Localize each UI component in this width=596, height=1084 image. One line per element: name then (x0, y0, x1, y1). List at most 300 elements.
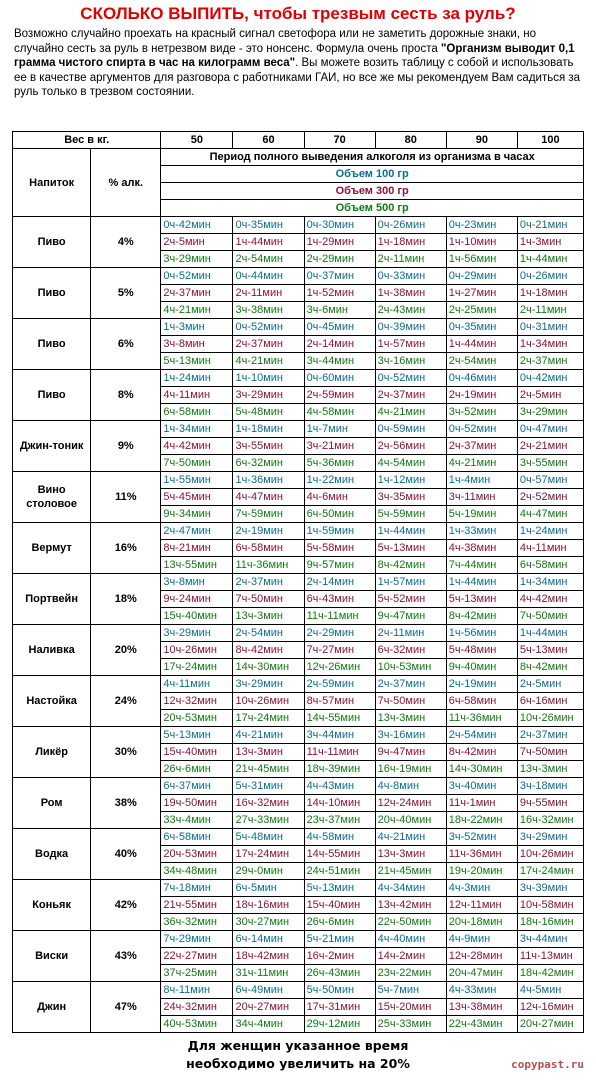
time-cell: 1ч-27мин (446, 285, 517, 302)
time-cell: 8ч-42мин (446, 744, 517, 761)
time-cell: 2ч-19мин (446, 387, 517, 404)
time-cell: 2ч-59мин (304, 387, 375, 404)
time-cell: 1ч-3мин (517, 234, 583, 251)
alcohol-elimination-table (12, 131, 584, 1033)
period-header-row (13, 149, 584, 166)
time-cell: 3ч-16мин (375, 727, 446, 744)
time-cell: 31ч-11мин (233, 965, 304, 982)
time-cell: 4ч-54мин (375, 455, 446, 472)
table-row (13, 472, 584, 489)
table-row (13, 370, 584, 387)
pct-header: % алк. (91, 149, 161, 217)
time-cell: 4ч-21мин (375, 829, 446, 846)
time-cell: 2ч-29мин (304, 625, 375, 642)
time-cell: 5ч-13мин (446, 591, 517, 608)
intro-part-2: . Вы можете возить таблицу с собой и использовать ее в качестве аргументов для разговора с работниками ГАИ, но все же мы рекомендуем Вам садиться за руль только в трезвом состоянии. (14, 57, 581, 99)
time-cell: 9ч-55мин (517, 795, 583, 812)
time-cell: 9ч-40мин (446, 659, 517, 676)
time-cell: 8ч-21мин (161, 540, 233, 557)
time-cell: 0ч-31мин (517, 319, 583, 336)
time-cell: 7ч-59мин (233, 506, 304, 523)
time-cell: 3ч-6мин (304, 302, 375, 319)
time-cell: 12ч-24мин (375, 795, 446, 812)
drink-name: Пиво (13, 268, 91, 319)
intro-formula: "Организм выводит 0,1 грамма чистого спирта в час на килограмм веса" (14, 42, 575, 70)
weight-col-50: 50 (161, 132, 233, 149)
time-cell: 13ч-38мин (446, 999, 517, 1016)
time-cell: 3ч-44мин (304, 727, 375, 744)
time-cell: 4ч-42мин (517, 591, 583, 608)
time-cell: 6ч-37мин (161, 778, 233, 795)
time-cell: 24ч-51мин (304, 863, 375, 880)
time-cell: 1ч-24мин (161, 370, 233, 387)
time-cell: 5ч-13мин (517, 642, 583, 659)
time-cell: 0ч-30мин (304, 217, 375, 234)
time-cell: 23ч-22мин (375, 965, 446, 982)
time-cell: 1ч-36мин (233, 472, 304, 489)
time-cell: 4ч-9мин (446, 931, 517, 948)
time-cell: 14ч-10мин (304, 795, 375, 812)
time-cell: 3ч-29мин (517, 404, 583, 421)
time-cell: 3ч-11мин (446, 489, 517, 506)
alcohol-percent: 18% (91, 574, 161, 625)
time-cell: 4ч-6мин (304, 489, 375, 506)
table-row (13, 268, 584, 285)
time-cell: 4ч-34мин (375, 880, 446, 897)
time-cell: 5ч-31мин (233, 778, 304, 795)
time-cell: 5ч-48мин (233, 404, 304, 421)
weight-header-row (13, 132, 584, 149)
time-cell: 13ч-3мин (375, 710, 446, 727)
drink-name: Настойка (13, 676, 91, 727)
time-cell: 1ч-44мин (517, 625, 583, 642)
time-cell: 21ч-45мин (375, 863, 446, 880)
time-cell: 15ч-20мин (375, 999, 446, 1016)
time-cell: 15ч-40мин (161, 608, 233, 625)
time-cell: 6ч-58мин (233, 540, 304, 557)
time-cell: 5ч-36мин (304, 455, 375, 472)
time-cell: 5ч-13мин (304, 880, 375, 897)
time-cell: 5ч-21мин (304, 931, 375, 948)
time-cell: 6ч-50мин (304, 506, 375, 523)
time-cell: 25ч-33мин (375, 1016, 446, 1033)
time-cell: 12ч-28мин (446, 948, 517, 965)
time-cell: 2ч-37мин (517, 353, 583, 370)
alcohol-percent: 16% (91, 523, 161, 574)
time-cell: 10ч-26мин (233, 693, 304, 710)
time-cell: 18ч-39мин (304, 761, 375, 778)
time-cell: 7ч-44мин (446, 557, 517, 574)
time-cell: 1ч-4мин (446, 472, 517, 489)
time-cell: 3ч-38мин (233, 302, 304, 319)
time-cell: 20ч-27мин (233, 999, 304, 1016)
volume-500-header: Объем 500 гр (161, 200, 584, 217)
time-cell: 21ч-45мин (233, 761, 304, 778)
period-header: Период полного выведения алкоголя из организма в часах (161, 149, 584, 166)
time-cell: 3ч-40мин (446, 778, 517, 795)
time-cell: 17ч-31мин (304, 999, 375, 1016)
time-cell: 6ч-58мин (161, 829, 233, 846)
time-cell: 5ч-50мин (304, 982, 375, 999)
time-cell: 6ч-58мин (446, 693, 517, 710)
time-cell: 14ч-30мин (233, 659, 304, 676)
weight-col-100: 100 (517, 132, 583, 149)
time-cell: 20ч-27мин (517, 1016, 583, 1033)
footer-line-2: необходимо увеличить на 20% (186, 1056, 410, 1071)
time-cell: 2ч-37мин (375, 676, 446, 693)
time-cell: 8ч-42мин (375, 557, 446, 574)
time-cell: 1ч-22мин (304, 472, 375, 489)
time-cell: 2ч-11мин (375, 251, 446, 268)
time-cell: 15ч-40мин (161, 744, 233, 761)
time-cell: 0ч-52мин (161, 268, 233, 285)
time-cell: 21ч-55мин (161, 897, 233, 914)
time-cell: 4ч-58мин (304, 829, 375, 846)
time-cell: 14ч-55мин (304, 846, 375, 863)
time-cell: 14ч-55мин (304, 710, 375, 727)
time-cell: 3ч-35мин (375, 489, 446, 506)
time-cell: 10ч-53мин (375, 659, 446, 676)
time-cell: 0ч-52мин (375, 370, 446, 387)
time-cell: 4ч-11мин (517, 540, 583, 557)
drink-name: Ликёр (13, 727, 91, 778)
time-cell: 12ч-16мин (517, 999, 583, 1016)
time-cell: 4ч-21мин (446, 455, 517, 472)
drink-name: Портвейн (13, 574, 91, 625)
time-cell: 5ч-45мин (161, 489, 233, 506)
time-cell: 23ч-37мин (304, 812, 375, 829)
time-cell: 19ч-50мин (161, 795, 233, 812)
time-cell: 0ч-21мин (517, 217, 583, 234)
time-cell: 24ч-32мин (161, 999, 233, 1016)
weight-col-70: 70 (304, 132, 375, 149)
time-cell: 1ч-57мин (375, 336, 446, 353)
time-cell: 13ч-55мин (161, 557, 233, 574)
time-cell: 3ч-52мин (446, 404, 517, 421)
time-cell: 9ч-24мин (161, 591, 233, 608)
time-cell: 7ч-50мин (375, 693, 446, 710)
time-cell: 2ч-5мин (517, 387, 583, 404)
time-cell: 0ч-45мин (304, 319, 375, 336)
time-cell: 4ч-21мин (161, 302, 233, 319)
time-cell: 22ч-27мин (161, 948, 233, 965)
time-cell: 4ч-40мин (375, 931, 446, 948)
time-cell: 7ч-50мин (517, 744, 583, 761)
time-cell: 4ч-58мин (304, 404, 375, 421)
time-cell: 6ч-43мин (304, 591, 375, 608)
time-cell: 12ч-32мин (161, 693, 233, 710)
time-cell: 1ч-44мин (446, 574, 517, 591)
time-cell: 2ч-59мин (304, 676, 375, 693)
time-cell: 3ч-52мин (446, 829, 517, 846)
alcohol-percent: 40% (91, 829, 161, 880)
alcohol-percent: 30% (91, 727, 161, 778)
time-cell: 18ч-16мин (233, 897, 304, 914)
time-cell: 10ч-26мин (161, 642, 233, 659)
time-cell: 1ч-44мин (446, 336, 517, 353)
time-cell: 5ч-13мин (161, 727, 233, 744)
time-cell: 20ч-53мин (161, 846, 233, 863)
alcohol-percent: 8% (91, 370, 161, 421)
time-cell: 13ч-42мин (375, 897, 446, 914)
time-cell: 17ч-24мин (161, 659, 233, 676)
time-cell: 0ч-47мин (517, 421, 583, 438)
time-cell: 0ч-42мин (517, 370, 583, 387)
time-cell: 17ч-24мин (233, 846, 304, 863)
time-cell: 16ч-2мин (304, 948, 375, 965)
time-cell: 3ч-8мин (161, 574, 233, 591)
time-cell: 15ч-40мин (304, 897, 375, 914)
time-cell: 1ч-44мин (517, 251, 583, 268)
time-cell: 20ч-40мин (375, 812, 446, 829)
weight-col-90: 90 (446, 132, 517, 149)
time-cell: 18ч-42мин (233, 948, 304, 965)
time-cell: 1ч-12мин (375, 472, 446, 489)
time-cell: 12ч-11мин (446, 897, 517, 914)
time-cell: 27ч-33мин (233, 812, 304, 829)
weight-header: Вес в кг. (13, 132, 161, 149)
table-row (13, 676, 584, 693)
time-cell: 11ч-36мин (446, 846, 517, 863)
time-cell: 11ч-13мин (517, 948, 583, 965)
table-row (13, 625, 584, 642)
weight-col-80: 80 (375, 132, 446, 149)
table-row (13, 217, 584, 234)
time-cell: 1ч-10мин (233, 370, 304, 387)
time-cell: 4ч-47мин (233, 489, 304, 506)
drink-name: Пиво (13, 319, 91, 370)
time-cell: 4ч-47мин (517, 506, 583, 523)
alcohol-percent: 5% (91, 268, 161, 319)
time-cell: 3ч-55мин (517, 455, 583, 472)
time-cell: 0ч-39мин (375, 319, 446, 336)
time-cell: 1ч-29мин (304, 234, 375, 251)
time-cell: 18ч-22мин (446, 812, 517, 829)
drink-header: Напиток (13, 149, 91, 217)
time-cell: 1ч-24мин (517, 523, 583, 540)
time-cell: 11ч-1мин (446, 795, 517, 812)
time-cell: 5ч-48мин (233, 829, 304, 846)
drink-name: Пиво (13, 370, 91, 421)
time-cell: 1ч-57мин (375, 574, 446, 591)
time-cell: 1ч-38мин (375, 285, 446, 302)
table-row (13, 880, 584, 897)
time-cell: 0ч-52мин (446, 421, 517, 438)
table-row (13, 574, 584, 591)
time-cell: 5ч-19мин (446, 506, 517, 523)
time-cell: 0ч-46мин (446, 370, 517, 387)
time-cell: 11ч-36мин (446, 710, 517, 727)
intro-text (14, 27, 586, 100)
table-row (13, 829, 584, 846)
time-cell: 10ч-58мин (517, 897, 583, 914)
time-cell: 4ч-21мин (375, 404, 446, 421)
alcohol-percent: 6% (91, 319, 161, 370)
time-cell: 8ч-57мин (304, 693, 375, 710)
time-cell: 0ч-44мин (233, 268, 304, 285)
time-cell: 11ч-36мин (233, 557, 304, 574)
time-cell: 0ч-29мин (446, 268, 517, 285)
time-cell: 2ч-5мин (517, 676, 583, 693)
time-cell: 3ч-29мин (233, 676, 304, 693)
time-cell: 1ч-18мин (517, 285, 583, 302)
time-cell: 2ч-54мин (446, 353, 517, 370)
time-cell: 3ч-44мин (517, 931, 583, 948)
time-cell: 2ч-5мин (161, 234, 233, 251)
time-cell: 6ч-32мин (233, 455, 304, 472)
time-cell: 17ч-24мин (233, 710, 304, 727)
time-cell: 34ч-4мин (233, 1016, 304, 1033)
time-cell: 4ч-5мин (517, 982, 583, 999)
time-cell: 11ч-11мин (304, 608, 375, 625)
time-cell: 16ч-19мин (375, 761, 446, 778)
alcohol-percent: 9% (91, 421, 161, 472)
time-cell: 2ч-52мин (517, 489, 583, 506)
time-cell: 2ч-11мин (517, 302, 583, 319)
time-cell: 0ч-60мин (304, 370, 375, 387)
time-cell: 13ч-3мин (375, 846, 446, 863)
time-cell: 26ч-6мин (161, 761, 233, 778)
time-cell: 5ч-13мин (375, 540, 446, 557)
drink-name: Джин (13, 982, 91, 1033)
time-cell: 1ч-7мин (304, 421, 375, 438)
time-cell: 6ч-16мин (517, 693, 583, 710)
time-cell: 1ч-44мин (233, 234, 304, 251)
time-cell: 2ч-19мин (233, 523, 304, 540)
time-cell: 1ч-52мин (304, 285, 375, 302)
time-cell: 17ч-24мин (517, 863, 583, 880)
time-cell: 5ч-13мин (161, 353, 233, 370)
time-cell: 2ч-14мин (304, 574, 375, 591)
time-cell: 2ч-37мин (446, 438, 517, 455)
table-row (13, 523, 584, 540)
time-cell: 7ч-50мин (233, 591, 304, 608)
drink-name: Наливка (13, 625, 91, 676)
time-cell: 7ч-50мин (161, 455, 233, 472)
time-cell: 2ч-37мин (233, 574, 304, 591)
time-cell: 1ч-18мин (375, 234, 446, 251)
time-cell: 1ч-33мин (446, 523, 517, 540)
time-cell: 2ч-47мин (161, 523, 233, 540)
drink-name: Пиво (13, 217, 91, 268)
time-cell: 4ч-21мин (233, 353, 304, 370)
time-cell: 3ч-55мин (233, 438, 304, 455)
time-cell: 10ч-26мин (517, 846, 583, 863)
alcohol-percent: 24% (91, 676, 161, 727)
time-cell: 3ч-29мин (233, 387, 304, 404)
time-cell: 34ч-48мин (161, 863, 233, 880)
time-cell: 10ч-26мин (517, 710, 583, 727)
time-cell: 1ч-34мин (517, 336, 583, 353)
time-cell: 2ч-37мин (233, 336, 304, 353)
time-cell: 0ч-37мин (304, 268, 375, 285)
time-cell: 4ч-8мин (375, 778, 446, 795)
time-cell: 7ч-29мин (161, 931, 233, 948)
time-cell: 4ч-21мин (233, 727, 304, 744)
time-cell: 0ч-23мин (446, 217, 517, 234)
time-cell: 5ч-58мин (304, 540, 375, 557)
intro-part-1: Возможно случайно проехать на красный сигнал светофора или не заметить дорожные знаки, но случайно сесть за руль в нетрезвом виде - это нонсенс. Формула очень проста (14, 28, 536, 55)
drink-name: Коньяк (13, 880, 91, 931)
time-cell: 22ч-43мин (446, 1016, 517, 1033)
time-cell: 1ч-44мин (375, 523, 446, 540)
time-cell: 40ч-53мин (161, 1016, 233, 1033)
time-cell: 2ч-54мин (233, 251, 304, 268)
time-cell: 18ч-16мин (517, 914, 583, 931)
volume-100-header: Объем 100 гр (161, 166, 584, 183)
time-cell: 5ч-48мин (446, 642, 517, 659)
time-cell: 8ч-11мин (161, 982, 233, 999)
time-cell: 3ч-39мин (517, 880, 583, 897)
time-cell: 3ч-29мин (517, 829, 583, 846)
time-cell: 2ч-37мин (161, 285, 233, 302)
time-cell: 2ч-29мин (304, 251, 375, 268)
footer-note (0, 1037, 596, 1073)
alcohol-percent: 47% (91, 982, 161, 1033)
alcohol-percent: 43% (91, 931, 161, 982)
table-body (13, 217, 584, 1033)
time-cell: 8ч-42мин (517, 659, 583, 676)
time-cell: 2ч-14мин (304, 336, 375, 353)
time-cell: 3ч-29мин (161, 625, 233, 642)
time-cell: 5ч-7мин (375, 982, 446, 999)
table-row (13, 727, 584, 744)
time-cell: 4ч-38мин (446, 540, 517, 557)
time-cell: 4ч-42мин (161, 438, 233, 455)
time-cell: 6ч-49мин (233, 982, 304, 999)
time-cell: 26ч-6мин (304, 914, 375, 931)
time-cell: 7ч-27мин (304, 642, 375, 659)
weight-col-60: 60 (233, 132, 304, 149)
time-cell: 13ч-3мин (233, 608, 304, 625)
time-cell: 13ч-3мин (233, 744, 304, 761)
volume-300-header: Объем 300 гр (161, 183, 584, 200)
drink-name: Джин-тоник (13, 421, 91, 472)
drink-name: Ром (13, 778, 91, 829)
alcohol-percent: 20% (91, 625, 161, 676)
time-cell: 4ч-43мин (304, 778, 375, 795)
time-cell: 0ч-26мин (517, 268, 583, 285)
time-cell: 16ч-32мин (517, 812, 583, 829)
table-row (13, 319, 584, 336)
drink-name: Виски (13, 931, 91, 982)
time-cell: 2ч-54мин (446, 727, 517, 744)
time-cell: 2ч-56мин (375, 438, 446, 455)
time-cell: 6ч-5мин (233, 880, 304, 897)
time-cell: 6ч-14мин (233, 931, 304, 948)
time-cell: 1ч-10мин (446, 234, 517, 251)
time-cell: 0ч-26мин (375, 217, 446, 234)
time-cell: 1ч-55мин (161, 472, 233, 489)
table-row (13, 421, 584, 438)
time-cell: 1ч-34мин (161, 421, 233, 438)
time-cell: 5ч-59мин (375, 506, 446, 523)
time-cell: 14ч-2мин (375, 948, 446, 965)
time-cell: 16ч-32мин (233, 795, 304, 812)
time-cell: 6ч-32мин (375, 642, 446, 659)
time-cell: 22ч-50мин (375, 914, 446, 931)
site-watermark: copypast.ru (511, 1058, 584, 1071)
time-cell: 0ч-57мин (517, 472, 583, 489)
time-cell: 37ч-25мин (161, 965, 233, 982)
time-cell: 4ч-33мин (446, 982, 517, 999)
time-cell: 9ч-34мин (161, 506, 233, 523)
time-cell: 9ч-47мин (375, 608, 446, 625)
time-cell: 3ч-18мин (517, 778, 583, 795)
table-row (13, 778, 584, 795)
time-cell: 20ч-47мин (446, 965, 517, 982)
time-cell: 36ч-32мин (161, 914, 233, 931)
